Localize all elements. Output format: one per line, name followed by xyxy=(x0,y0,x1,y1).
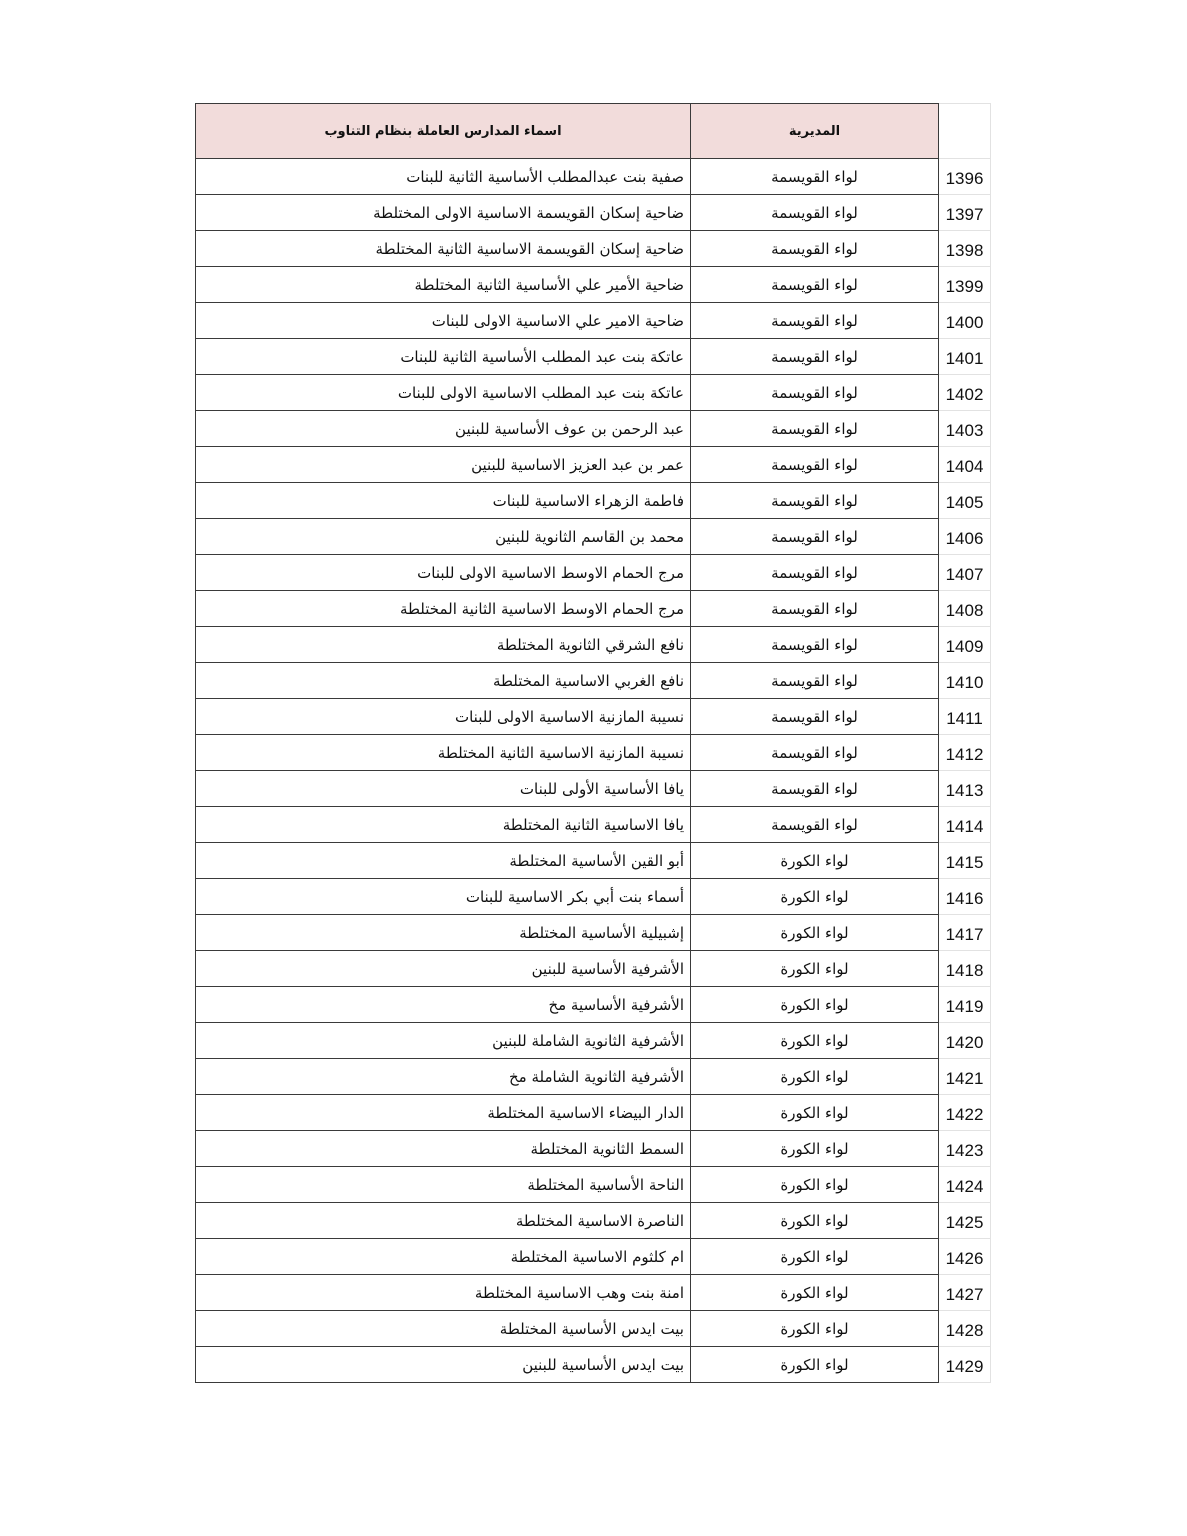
row-number-cell: 1425 xyxy=(939,1203,991,1239)
row-number-cell: 1406 xyxy=(939,519,991,555)
table-row xyxy=(196,375,991,411)
school-name-cell: الأشرفية الأساسية للبنين xyxy=(196,951,691,987)
directorate-cell: لواء الكورة xyxy=(691,843,939,879)
row-number-cell: 1426 xyxy=(939,1239,991,1275)
table-row xyxy=(196,699,991,735)
row-number-cell: 1415 xyxy=(939,843,991,879)
table-row xyxy=(196,735,991,771)
directorate-cell: لواء القويسمة xyxy=(691,159,939,195)
table-header-row xyxy=(196,104,991,159)
rotation-schools-table xyxy=(195,103,991,1383)
row-number-cell: 1424 xyxy=(939,1167,991,1203)
table-row xyxy=(196,1023,991,1059)
school-name-cell: بيت ايدس الأساسية للبنين xyxy=(196,1347,691,1383)
row-number-cell: 1420 xyxy=(939,1023,991,1059)
table-row xyxy=(196,987,991,1023)
row-number-cell: 1428 xyxy=(939,1311,991,1347)
school-name-cell: الدار البيضاء الاساسية المختلطة xyxy=(196,1095,691,1131)
header-number xyxy=(939,104,991,159)
row-number-cell: 1427 xyxy=(939,1275,991,1311)
table-row xyxy=(196,339,991,375)
school-name-cell: الأشرفية الثانوية الشاملة مخ xyxy=(196,1059,691,1095)
school-name-cell: نافع الشرقي الثانوية المختلطة xyxy=(196,627,691,663)
directorate-cell: لواء الكورة xyxy=(691,1131,939,1167)
table-row xyxy=(196,447,991,483)
table-body xyxy=(196,104,991,1383)
table-row xyxy=(196,1059,991,1095)
school-name-cell: نافع الغربي الاساسية المختلطة xyxy=(196,663,691,699)
table-row xyxy=(196,1167,991,1203)
row-number-cell: 1417 xyxy=(939,915,991,951)
table-row xyxy=(196,1203,991,1239)
school-name-cell: الناصرة الاساسية المختلطة xyxy=(196,1203,691,1239)
row-number-cell: 1416 xyxy=(939,879,991,915)
table-row xyxy=(196,591,991,627)
row-number-cell: 1429 xyxy=(939,1347,991,1383)
directorate-cell: لواء القويسمة xyxy=(691,231,939,267)
row-number-cell: 1410 xyxy=(939,663,991,699)
row-number-cell: 1400 xyxy=(939,303,991,339)
school-name-cell: عاتكة بنت عبد المطلب الأساسية الثانية للبنات xyxy=(196,339,691,375)
table-row xyxy=(196,1347,991,1383)
directorate-cell: لواء القويسمة xyxy=(691,663,939,699)
header-directorate: المديرية xyxy=(691,104,939,159)
table-row xyxy=(196,663,991,699)
row-number-cell: 1413 xyxy=(939,771,991,807)
directorate-cell: لواء القويسمة xyxy=(691,303,939,339)
row-number-cell: 1422 xyxy=(939,1095,991,1131)
school-name-cell: ضاحية الامير علي الاساسية الاولى للبنات xyxy=(196,303,691,339)
school-name-cell: ضاحية إسكان القويسمة الاساسية الثانية المختلطة xyxy=(196,231,691,267)
row-number-cell: 1411 xyxy=(939,699,991,735)
table-row xyxy=(196,267,991,303)
directorate-cell: لواء القويسمة xyxy=(691,591,939,627)
school-name-cell: ضاحية إسكان القويسمة الاساسية الاولى المختلطة xyxy=(196,195,691,231)
directorate-cell: لواء القويسمة xyxy=(691,483,939,519)
row-number-cell: 1409 xyxy=(939,627,991,663)
directorate-cell: لواء القويسمة xyxy=(691,699,939,735)
directorate-cell: لواء القويسمة xyxy=(691,555,939,591)
row-number-cell: 1401 xyxy=(939,339,991,375)
directorate-cell: لواء القويسمة xyxy=(691,519,939,555)
table-row xyxy=(196,1239,991,1275)
table-row xyxy=(196,303,991,339)
table-row xyxy=(196,771,991,807)
school-name-cell: صفية بنت عبدالمطلب الأساسية الثانية للبنات xyxy=(196,159,691,195)
directorate-cell: لواء القويسمة xyxy=(691,375,939,411)
school-name-cell: الناحة الأساسية المختلطة xyxy=(196,1167,691,1203)
directorate-cell: لواء الكورة xyxy=(691,879,939,915)
row-number-cell: 1412 xyxy=(939,735,991,771)
table-row xyxy=(196,555,991,591)
row-number-cell: 1408 xyxy=(939,591,991,627)
table-row xyxy=(196,231,991,267)
directorate-cell: لواء الكورة xyxy=(691,1311,939,1347)
directorate-cell: لواء القويسمة xyxy=(691,447,939,483)
row-number-cell: 1423 xyxy=(939,1131,991,1167)
table-row xyxy=(196,159,991,195)
school-name-cell: نسيبة المازنية الاساسية الاولى للبنات xyxy=(196,699,691,735)
table-row xyxy=(196,807,991,843)
table-row xyxy=(196,915,991,951)
row-number-cell: 1398 xyxy=(939,231,991,267)
table-row xyxy=(196,1095,991,1131)
row-number-cell: 1404 xyxy=(939,447,991,483)
school-name-cell: يافا الأساسية الأولى للبنات xyxy=(196,771,691,807)
school-name-cell: محمد بن القاسم الثانوية للبنين xyxy=(196,519,691,555)
table-row xyxy=(196,879,991,915)
school-name-cell: بيت ايدس الأساسية المختلطة xyxy=(196,1311,691,1347)
table-row xyxy=(196,1131,991,1167)
table-row xyxy=(196,843,991,879)
school-name-cell: عاتكة بنت عبد المطلب الاساسية الاولى للبنات xyxy=(196,375,691,411)
directorate-cell: لواء الكورة xyxy=(691,1023,939,1059)
row-number-cell: 1418 xyxy=(939,951,991,987)
directorate-cell: لواء الكورة xyxy=(691,1059,939,1095)
school-name-cell: مرج الحمام الاوسط الاساسية الثانية المختلطة xyxy=(196,591,691,627)
directorate-cell: لواء الكورة xyxy=(691,987,939,1023)
row-number-cell: 1421 xyxy=(939,1059,991,1095)
directorate-cell: لواء القويسمة xyxy=(691,735,939,771)
directorate-cell: لواء الكورة xyxy=(691,951,939,987)
school-name-cell: أبو القين الأساسية المختلطة xyxy=(196,843,691,879)
table-row xyxy=(196,1275,991,1311)
school-name-cell: الأشرفية الثانوية الشاملة للبنين xyxy=(196,1023,691,1059)
row-number-cell: 1407 xyxy=(939,555,991,591)
row-number-cell: 1397 xyxy=(939,195,991,231)
school-name-cell: يافا الاساسية الثانية المختلطة xyxy=(196,807,691,843)
directorate-cell: لواء القويسمة xyxy=(691,195,939,231)
row-number-cell: 1403 xyxy=(939,411,991,447)
school-name-cell: مرج الحمام الاوسط الاساسية الاولى للبنات xyxy=(196,555,691,591)
school-name-cell: عمر بن عبد العزيز الاساسية للبنين xyxy=(196,447,691,483)
directorate-cell: لواء القويسمة xyxy=(691,807,939,843)
row-number-cell: 1399 xyxy=(939,267,991,303)
row-number-cell: 1419 xyxy=(939,987,991,1023)
table-row xyxy=(196,411,991,447)
school-name-cell: فاطمة الزهراء الاساسية للبنات xyxy=(196,483,691,519)
directorate-cell: لواء الكورة xyxy=(691,1095,939,1131)
school-name-cell: ام كلثوم الاساسية المختلطة xyxy=(196,1239,691,1275)
school-name-cell: السمط الثانوية المختلطة xyxy=(196,1131,691,1167)
directorate-cell: لواء الكورة xyxy=(691,1203,939,1239)
school-name-cell: عبد الرحمن بن عوف الأساسية للبنين xyxy=(196,411,691,447)
row-number-cell: 1405 xyxy=(939,483,991,519)
directorate-cell: لواء القويسمة xyxy=(691,627,939,663)
row-number-cell: 1414 xyxy=(939,807,991,843)
school-name-cell: نسيبة المازنية الاساسية الثانية المختلطة xyxy=(196,735,691,771)
table-row xyxy=(196,951,991,987)
table-row xyxy=(196,483,991,519)
school-name-cell: امنة بنت وهب الاساسية المختلطة xyxy=(196,1275,691,1311)
directorate-cell: لواء الكورة xyxy=(691,1347,939,1383)
directorate-cell: لواء الكورة xyxy=(691,915,939,951)
table-row xyxy=(196,627,991,663)
table-row xyxy=(196,519,991,555)
directorate-cell: لواء الكورة xyxy=(691,1275,939,1311)
school-name-cell: أسماء بنت أبي بكر الاساسية للبنات xyxy=(196,879,691,915)
directorate-cell: لواء القويسمة xyxy=(691,339,939,375)
school-name-cell: ضاحية الأمير علي الأساسية الثانية المختلطة xyxy=(196,267,691,303)
directorate-cell: لواء الكورة xyxy=(691,1167,939,1203)
header-school-names: اسماء المدارس العاملة بنظام التناوب xyxy=(196,104,691,159)
directorate-cell: لواء الكورة xyxy=(691,1239,939,1275)
row-number-cell: 1402 xyxy=(939,375,991,411)
directorate-cell: لواء القويسمة xyxy=(691,771,939,807)
directorate-cell: لواء القويسمة xyxy=(691,267,939,303)
table-row xyxy=(196,1311,991,1347)
row-number-cell: 1396 xyxy=(939,159,991,195)
school-name-cell: الأشرفية الأساسية مخ xyxy=(196,987,691,1023)
school-name-cell: إشبيلية الأساسية المختلطة xyxy=(196,915,691,951)
directorate-cell: لواء القويسمة xyxy=(691,411,939,447)
table-row xyxy=(196,195,991,231)
